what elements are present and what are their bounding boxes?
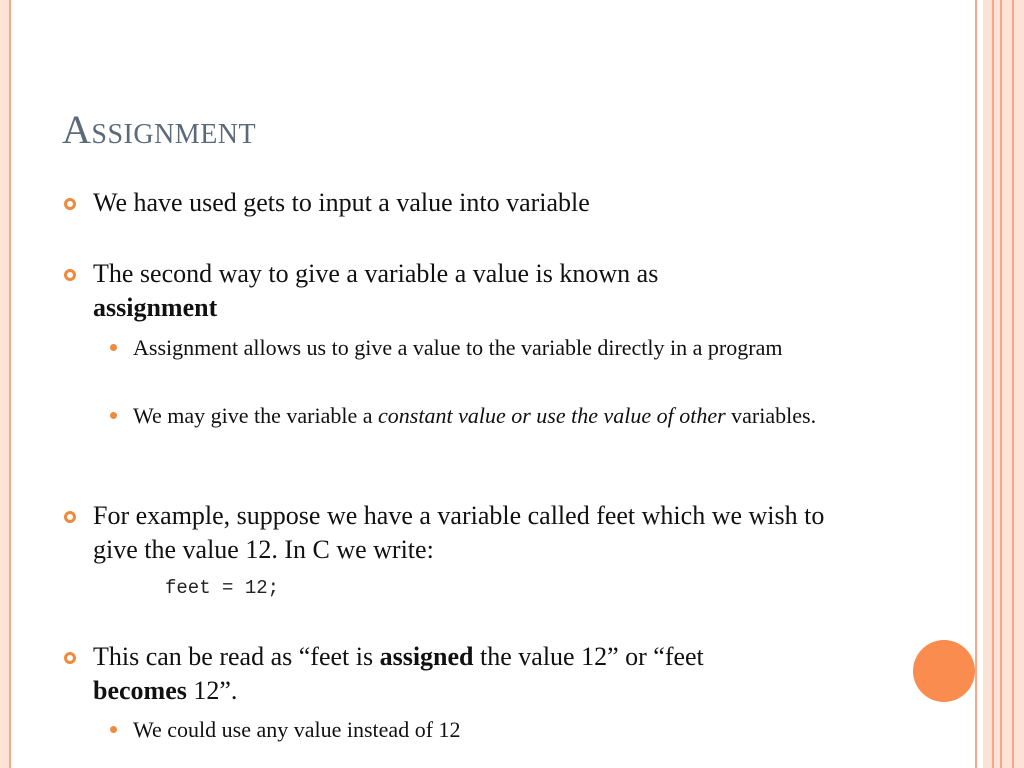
bullet-2-sub-1: Assignment allows us to give a value to the variable directly in a program bbox=[133, 335, 783, 360]
bullet-2-sub-2-post: variables. bbox=[725, 403, 817, 428]
bullet-1: We have used gets to input a value into variable bbox=[93, 188, 590, 217]
sub-bullet-dot-icon bbox=[110, 726, 117, 733]
bullet-3: For example, suppose we have a variable called feet which we wish to give the value 12. In C we write: bbox=[93, 501, 825, 564]
bullet-4 bbox=[93, 640, 883, 708]
bullet-4-post: 12”. bbox=[186, 676, 238, 705]
bullet-2-text: The second way to give a variable a value is known as bbox=[93, 259, 659, 288]
bullet-ring-icon bbox=[64, 511, 76, 523]
bullet-2-bold: assignment bbox=[93, 293, 218, 322]
sub-bullet-dot-icon bbox=[110, 344, 117, 351]
bullet-2 bbox=[93, 257, 853, 325]
slide-title: Assignment bbox=[62, 107, 257, 152]
bullet-4-mid: the value 12” or “feet bbox=[473, 642, 704, 671]
sub-bullet-dot-icon bbox=[110, 412, 117, 419]
bullet-4-sub-1: We could use any value instead of 12 bbox=[133, 717, 461, 742]
bullet-2-sub-2-pre: We may give the variable a bbox=[133, 403, 379, 428]
code-sample: feet = 12; bbox=[165, 577, 280, 599]
bullet-4-pre: This can be read as “feet is bbox=[93, 642, 380, 671]
bullet-ring-icon bbox=[64, 198, 76, 210]
bullet-ring-icon bbox=[64, 269, 76, 281]
bullet-4-bold-2: becomes bbox=[93, 676, 187, 705]
bullet-ring-icon bbox=[64, 652, 76, 664]
bullet-2-sub-2 bbox=[133, 400, 863, 431]
bullet-2-sub-2-italic: constant value or use the value of other bbox=[378, 403, 726, 428]
bullet-4-bold-1: assigned bbox=[379, 642, 474, 671]
